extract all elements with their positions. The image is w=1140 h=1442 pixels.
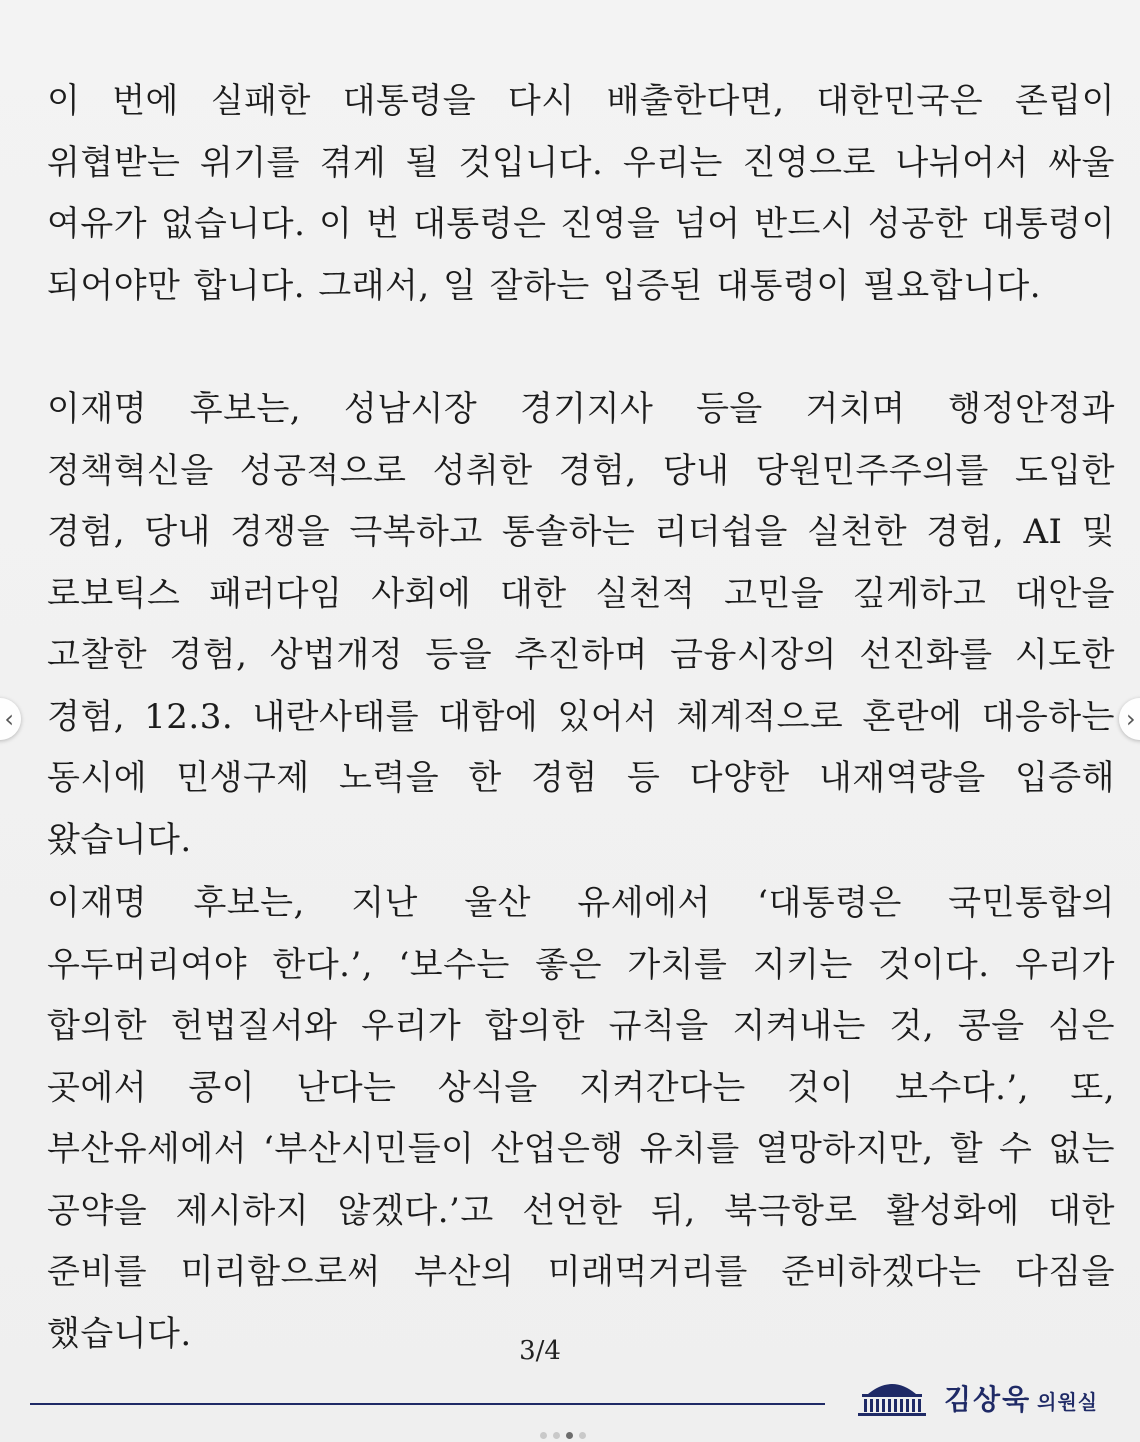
carousel-dot-active[interactable] <box>566 1432 573 1439</box>
footer-office: 의원실 <box>1037 1390 1099 1414</box>
carousel-dot[interactable] <box>553 1432 560 1439</box>
paragraph-1: 이 번에 실패한 대통령을 다시 배출한다면, 대한민국은 존립이 위협받는 위기를 겪게 될 것입니다. 우리는 진영으로 나뉘어서 싸울 여유가 없습니다. 이 번 대통령은 진영을 넘어 반드시 성공한 대통령이 되어야만 합니다. 그래서, 일 잘하는 입증된 대통령이 필요합니다. <box>47 81 1115 306</box>
footer-divider <box>30 1403 825 1405</box>
chevron-left-icon: ‹ <box>4 705 14 733</box>
paragraph-3: 이재명 후보는, 지난 울산 유세에서 ‘대통령은 국민통합의 우두머리여야 한다.’, ‘보수는 좋은 가치를 지키는 것이다. 우리가 합의한 헌법질서와 우리가 합의한 규칙을 지켜내는 것, 콩을 심은 곳에서 콩이 난다는 상식을 지켜간다는 것이 보수다.’, 또, 부산유세에서 ‘부산시민들이 산업은행 유치를 열망하지만, 할 수 없는 공약을 제시하지 않겠다.’고 선언한 뒤, 북극항로 활성화에 대한 준비를 미리함으로써 부산의 미래먹거리를 준비하겠다는 다짐을 했습니다. <box>47 883 1115 1354</box>
page-number: 3/4 <box>519 1336 561 1366</box>
footer-brand <box>944 1378 1098 1418</box>
previous-slide-button[interactable] <box>0 698 21 740</box>
carousel-dot[interactable] <box>579 1432 586 1439</box>
next-slide-button[interactable] <box>1119 698 1140 740</box>
carousel-indicator <box>540 1432 586 1439</box>
carousel-dot[interactable] <box>540 1432 547 1439</box>
footer-name: 김상욱 <box>944 1383 1032 1416</box>
national-assembly-icon <box>850 1372 934 1418</box>
chevron-right-icon: › <box>1126 705 1136 733</box>
paragraph-2: 이재명 후보는, 성남시장 경기지사 등을 거치며 행정안정과 정책혁신을 성공적으로 성취한 경험, 당내 당원민주주의를 도입한 경험, 당내 경쟁을 극복하고 통솔하는 리더쉽을 실천한 경험, AI 및 로보틱스 패러다임 사회에 대한 실천적 고민을 깊게하고 대안을 고찰한 경험, 상법개정 등을 추진하며 금융시장의 선진화를 시도한 경험, 12.3. 내란사태를 대함에 있어서 체계적으로 혼란에 대응하는 동시에 민생구제 노력을 한 경험 등 다양한 내재역량을 입증해 왔습니다. <box>47 389 1115 860</box>
